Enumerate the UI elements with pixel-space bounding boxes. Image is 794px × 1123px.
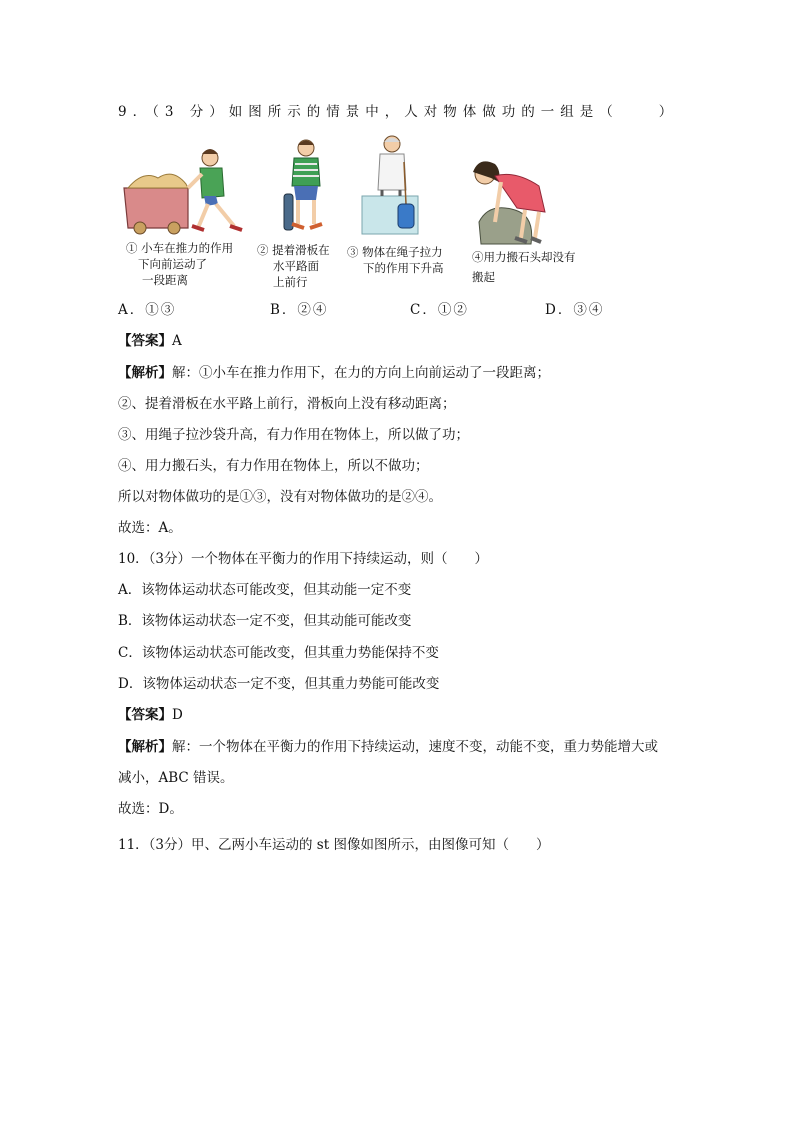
q9-option-c: C．①② [410, 302, 469, 318]
q9-answer: 【答案】A [118, 333, 182, 349]
q10-option-b: B．该物体运动状态一定不变，但其动能可能改变 [118, 613, 412, 629]
q9-analysis-line-2: ②、提着滑板在水平路上前行，滑板向上没有移动距离； [118, 396, 456, 412]
q10-analysis-line-1: 【解析】解：一个物体在平衡力的作用下持续运动，速度不变，动能不变，重力势能增大或 [118, 739, 658, 755]
figure-rope-lift [360, 132, 426, 236]
q9-analysis-line-4: ④、用力搬石头，有力作用在物体上，所以不做功； [118, 458, 429, 474]
q10-analysis-line-2: 减小，ABC 错误。 [118, 770, 234, 786]
q10-option-d: D．该物体运动状态一定不变，但其重力势能可能改变 [118, 676, 440, 692]
figure-carry-skateboard [278, 136, 334, 236]
q10-stem: 10．（3分）一个物体在平衡力的作用下持续运动，则（ ） [118, 551, 489, 567]
q9-stem: 9．（3 分）如图所示的情景中，人对物体做功的一组是（ ） [118, 104, 679, 120]
figure-push-cart [118, 140, 250, 236]
q9-option-b: B．②④ [270, 302, 329, 318]
q10-analysis-line-3: 故选：D。 [118, 801, 183, 817]
caption-1: ① 小车在推力的作用 下向前运动了 一段距离 [126, 241, 234, 287]
q9-option-d: D．③④ [545, 302, 605, 318]
q9-analysis-line-1: 【解析】解：①小车在推力作用下，在力的方向上向前运动了一段距离； [118, 365, 550, 381]
caption-3: ③ 物体在绳子拉力 下的作用下升高 [347, 245, 444, 275]
q11-stem: 11．（3分）甲、乙两小车运动的 st 图像如图所示，由图像可知（ ） [118, 837, 550, 853]
q9-analysis-line-6: 故选：A。 [118, 520, 182, 536]
caption-2: ② 提着滑板在 水平路面 上前行 [257, 243, 330, 289]
q10-answer: 【答案】D [118, 707, 183, 723]
caption-4: ④用力搬石头却没有 搬起 [472, 250, 576, 284]
figure-lift-stone [455, 152, 553, 248]
q9-analysis-line-5: 所以对物体做功的是①③，没有对物体做功的是②④。 [118, 489, 442, 505]
q9-option-a: A．①③ [118, 302, 177, 318]
q10-option-a: A．该物体运动状态可能改变，但其动能一定不变 [118, 582, 412, 598]
q10-option-c: C．该物体运动状态可能改变，但其重力势能保持不变 [118, 645, 439, 661]
q9-analysis-line-3: ③、用绳子拉沙袋升高，有力作用在物体上，所以做了功； [118, 427, 469, 443]
